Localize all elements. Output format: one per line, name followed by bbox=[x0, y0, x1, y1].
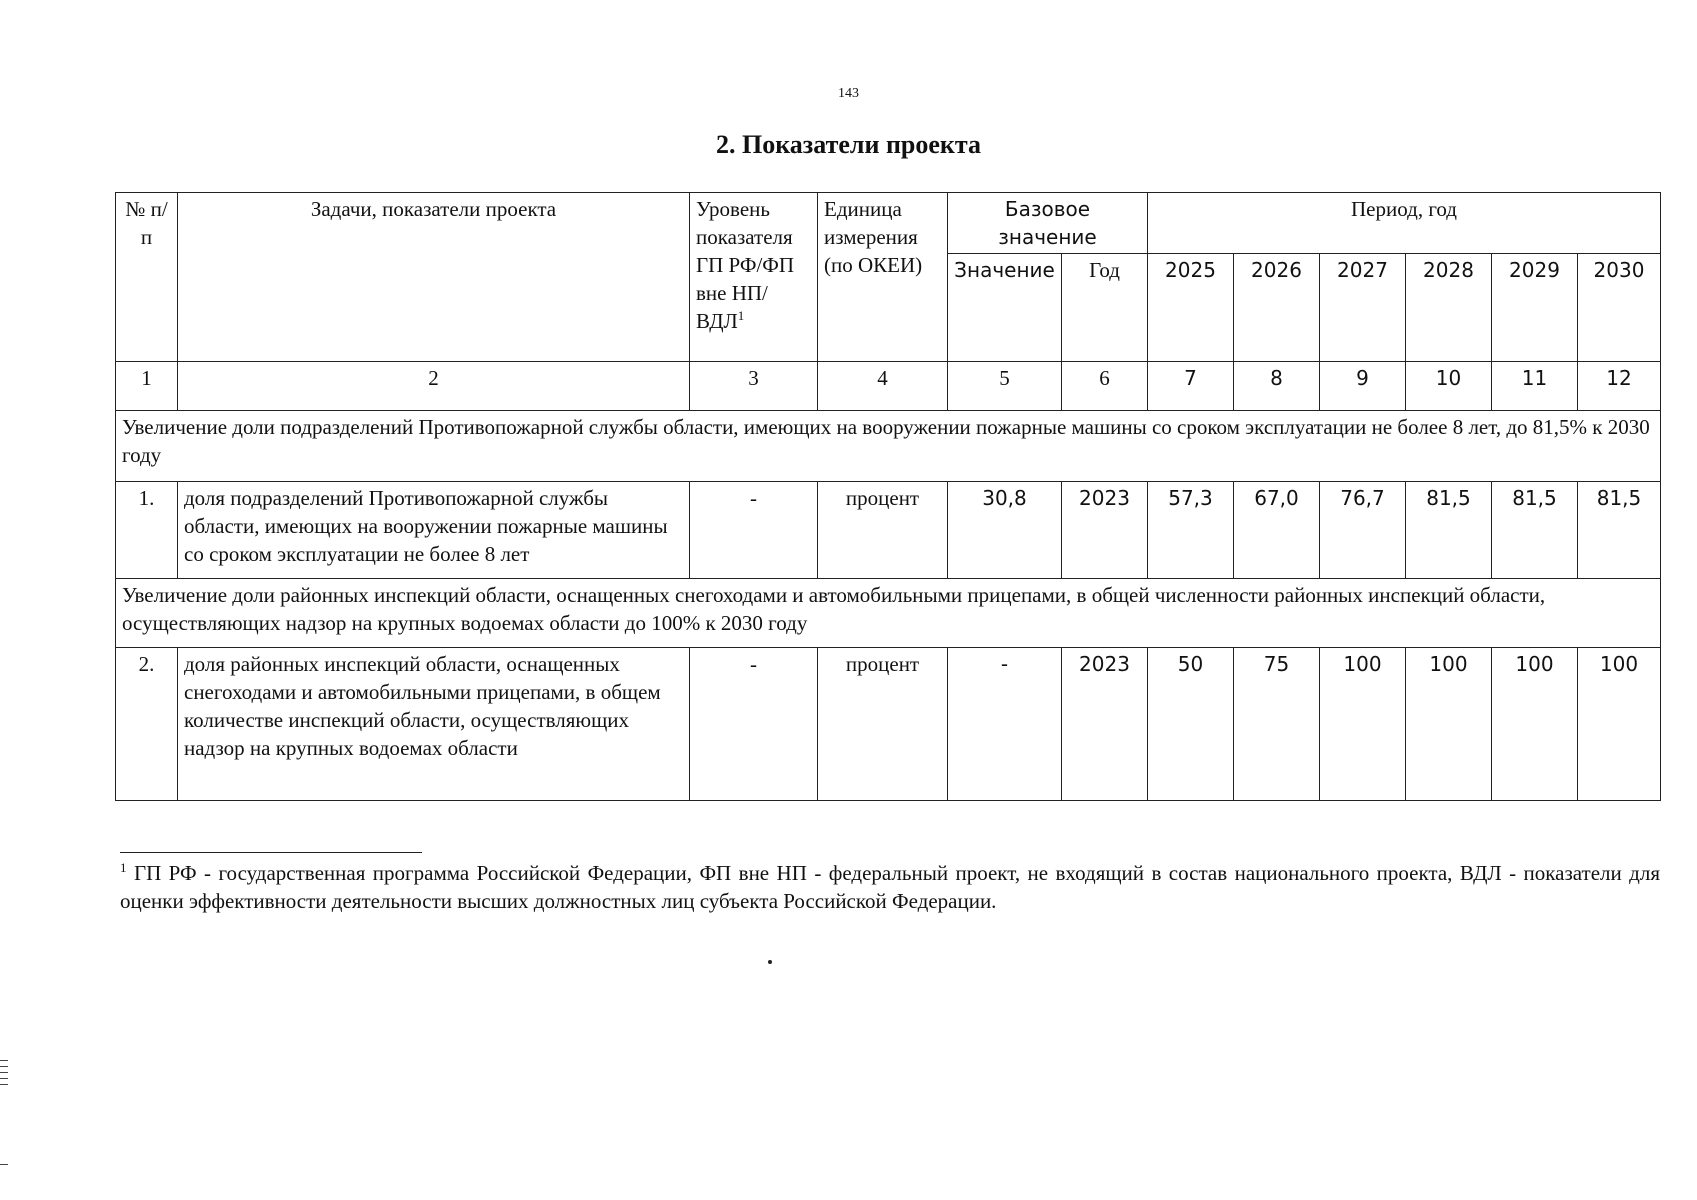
scan-dot bbox=[768, 960, 772, 964]
column-number: 5 bbox=[948, 362, 1062, 411]
row-num: 1. bbox=[116, 482, 178, 579]
row-value-2029: 100 bbox=[1492, 648, 1578, 801]
indicators-table bbox=[115, 192, 1661, 801]
task-row bbox=[116, 579, 1661, 648]
footnote-mark: 1 bbox=[120, 860, 127, 875]
row-value-2025: 50 bbox=[1148, 648, 1234, 801]
column-number: 4 bbox=[818, 362, 948, 411]
header-year-2027: 2027 bbox=[1320, 254, 1406, 362]
row-value-2028: 81,5 bbox=[1406, 482, 1492, 579]
task-text: Увеличение доли подразделений Противопожарной службы области, имеющих на вооружении пожарные машины со сроком эксплуатации не более 8 лет, до 81,5% к 2030 году bbox=[116, 411, 1661, 482]
header-year-2028: 2028 bbox=[1406, 254, 1492, 362]
column-number: 2 bbox=[178, 362, 690, 411]
row-value-2026: 75 bbox=[1234, 648, 1320, 801]
header-base-year: Год bbox=[1062, 254, 1148, 362]
row-unit: процент bbox=[818, 648, 948, 801]
column-number-row bbox=[116, 362, 1661, 411]
header-base-value: Значение bbox=[948, 254, 1062, 362]
header-unit: Единица измерения (по ОКЕИ) bbox=[818, 193, 948, 362]
row-num: 2. bbox=[116, 648, 178, 801]
row-unit: процент bbox=[818, 482, 948, 579]
row-base-value: 30,8 bbox=[948, 482, 1062, 579]
row-value-2030: 81,5 bbox=[1578, 482, 1661, 579]
header-year-2026: 2026 bbox=[1234, 254, 1320, 362]
column-number: 10 bbox=[1406, 362, 1492, 411]
footnote bbox=[120, 854, 1660, 915]
row-value-2025: 57,3 bbox=[1148, 482, 1234, 579]
row-level: - bbox=[690, 482, 818, 579]
indicator-row bbox=[116, 648, 1661, 801]
header-year-2030: 2030 bbox=[1578, 254, 1661, 362]
column-number: 3 bbox=[690, 362, 818, 411]
row-base-year: 2023 bbox=[1062, 482, 1148, 579]
row-indicator: доля районных инспекций области, оснащенных снегоходами и автомобильными прицепами, в общем количестве инспекций области, осуществляющих надзор на крупных водоемах области bbox=[178, 648, 690, 801]
header-level bbox=[690, 193, 818, 362]
header-row-top bbox=[116, 193, 1661, 254]
header-year-2025: 2025 bbox=[1148, 254, 1234, 362]
column-number: 11 bbox=[1492, 362, 1578, 411]
task-text: Увеличение доли районных инспекций области, оснащенных снегоходами и автомобильными прицепами, в общей численности районных инспекций области, осуществляющих надзор на крупных водоемах области до 100% к 2030 году bbox=[116, 579, 1661, 648]
page-number: 143 bbox=[838, 86, 859, 101]
row-level: - bbox=[690, 648, 818, 801]
column-number: 8 bbox=[1234, 362, 1320, 411]
header-tasks: Задачи, показатели проекта bbox=[178, 193, 690, 362]
footnote-rule bbox=[120, 852, 422, 853]
row-value-2026: 67,0 bbox=[1234, 482, 1320, 579]
task-row bbox=[116, 411, 1661, 482]
footnote-mark: 1 bbox=[737, 308, 745, 323]
column-number: 1 bbox=[116, 362, 178, 411]
column-number: 7 bbox=[1148, 362, 1234, 411]
column-number: 9 bbox=[1320, 362, 1406, 411]
header-period: Период, год bbox=[1148, 193, 1661, 254]
header-base: Базовое значение bbox=[948, 193, 1148, 254]
section-title: 2. Показатели проекта bbox=[715, 130, 981, 159]
header-level-text: Уровень показателя ГП РФ/ФП вне НП/ВДЛ bbox=[696, 197, 795, 333]
column-number: 12 bbox=[1578, 362, 1661, 411]
row-value-2027: 100 bbox=[1320, 648, 1406, 801]
scan-edge-marks bbox=[0, 1060, 10, 1170]
row-value-2028: 100 bbox=[1406, 648, 1492, 801]
row-value-2030: 100 bbox=[1578, 648, 1661, 801]
footnote-text: ГП РФ - государственная программа Российской Федерации, ФП вне НП - федеральный проект, не входящий в состав национального проекта, ВДЛ - показатели для оценки эффективности деятельности высших должностных лиц субъекта Российской Федерации. bbox=[120, 861, 1660, 913]
header-num: № п/п bbox=[116, 193, 178, 362]
row-indicator: доля подразделений Противопожарной службы области, имеющих на вооружении пожарные машины со сроком эксплуатации не более 8 лет bbox=[178, 482, 690, 579]
row-value-2029: 81,5 bbox=[1492, 482, 1578, 579]
indicator-row bbox=[116, 482, 1661, 579]
header-year-2029: 2029 bbox=[1492, 254, 1578, 362]
row-value-2027: 76,7 bbox=[1320, 482, 1406, 579]
column-number: 6 bbox=[1062, 362, 1148, 411]
row-base-year: 2023 bbox=[1062, 648, 1148, 801]
row-base-value: - bbox=[948, 648, 1062, 801]
